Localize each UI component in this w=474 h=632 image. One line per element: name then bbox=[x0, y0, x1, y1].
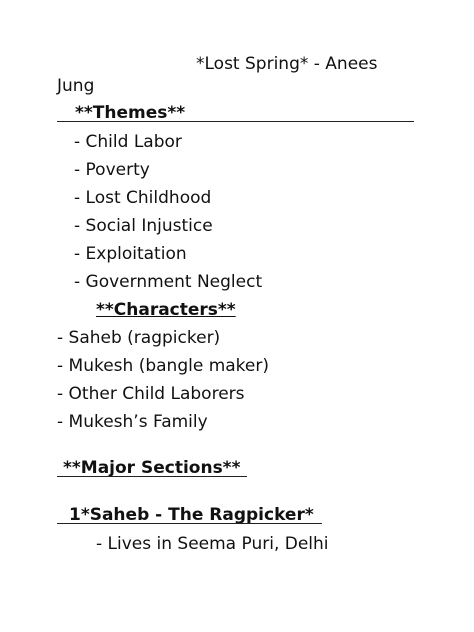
title-line-2: Jung bbox=[57, 76, 95, 96]
characters-heading: **Characters** bbox=[96, 300, 236, 320]
theme-item: - Social Injustice bbox=[74, 216, 213, 236]
theme-item: - Poverty bbox=[74, 160, 150, 180]
section-1-heading: 1*Saheb - The Ragpicker* bbox=[69, 505, 314, 525]
theme-item: - Lost Childhood bbox=[74, 188, 212, 208]
character-item: - Mukesh’s Family bbox=[57, 412, 208, 432]
section-1-item: - Lives in Seema Puri, Delhi bbox=[96, 534, 329, 554]
section-1-heading-rule bbox=[57, 523, 322, 524]
character-item: - Saheb (ragpicker) bbox=[57, 328, 221, 348]
title-line-1: *Lost Spring* - Anees bbox=[196, 54, 378, 74]
character-item: - Other Child Laborers bbox=[57, 384, 245, 404]
major-sections-heading: **Major Sections** bbox=[63, 458, 241, 478]
themes-heading: **Themes** bbox=[75, 103, 186, 123]
theme-item: - Exploitation bbox=[74, 244, 187, 264]
theme-item: - Child Labor bbox=[74, 132, 182, 152]
theme-item: - Government Neglect bbox=[74, 272, 263, 292]
themes-heading-rule bbox=[57, 121, 414, 122]
major-sections-heading-rule bbox=[57, 476, 247, 477]
character-item: - Mukesh (bangle maker) bbox=[57, 356, 270, 376]
